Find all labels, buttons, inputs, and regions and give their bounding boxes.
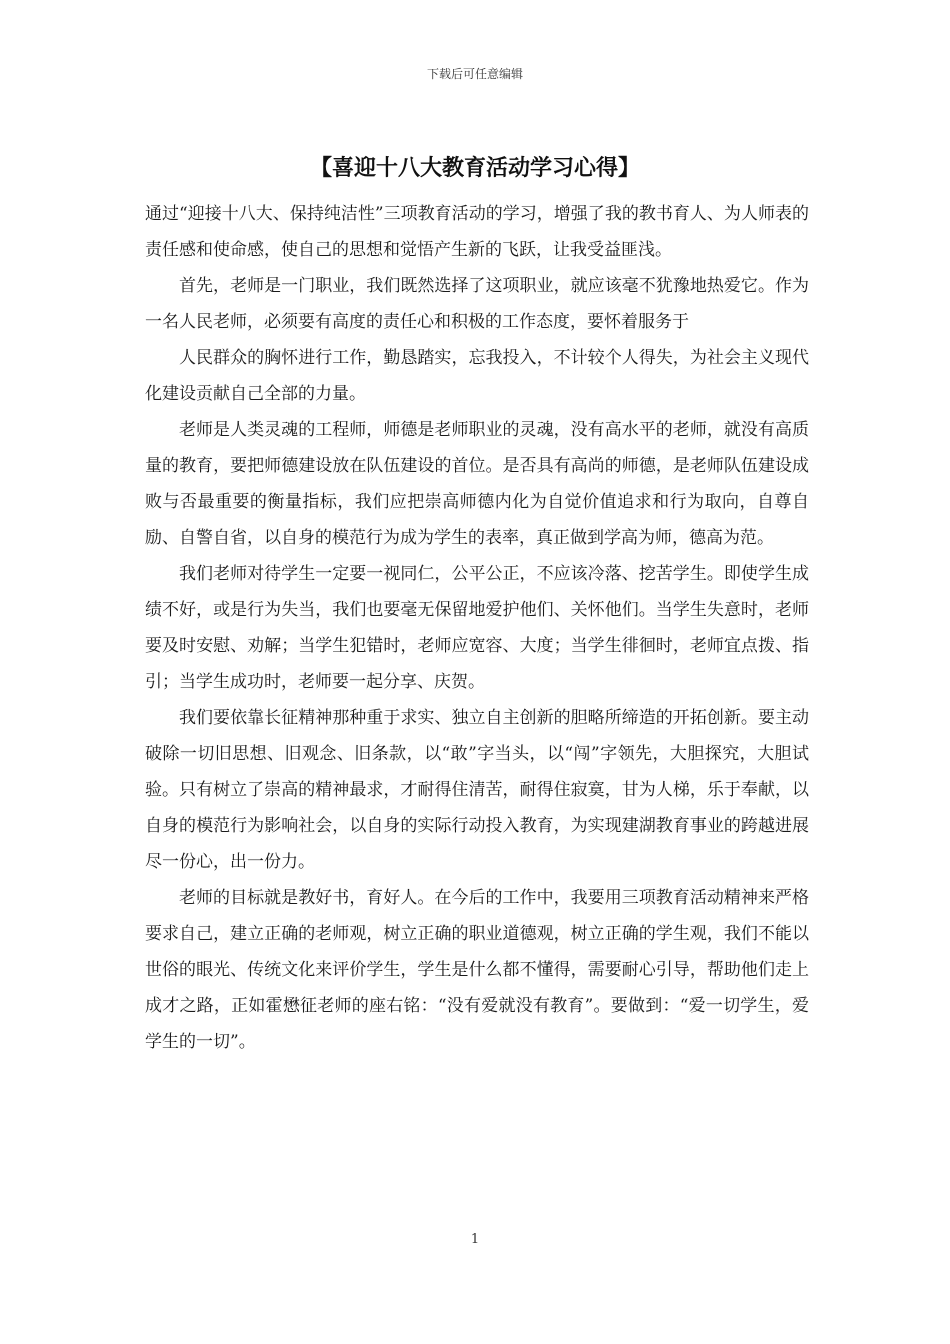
paragraph: 老师的目标就是教好书，育好人。在今后的工作中，我要用三项教育活动精神来严格要求自己，建立正确的老师观，树立正确的职业道德观，树立正确的学生观，我们不能以世俗的眼光、传统文化来评价学生，学生是什么都不懂得，需要耐心引导，帮助他们走上成才之路，正如霍懋征老师的座右铭：“没有爱就没有教育”。要做到：“爱一切学生，爱学生的一切”。 <box>145 888 809 1052</box>
page-header: 下载后可任意编辑 <box>426 67 523 81</box>
paragraph: 我们老师对待学生一定要一视同仁，公平公正，不应该冷落、挖苦学生。即使学生成绩不好，或是行为失当，我们也要毫无保留地爱护他们、关怀他们。当学生失意时，老师要及时安慰、劝解；当学生犯错时，老师应宽容、大度；当学生徘徊时，老师宜点拨、指引；当学生成功时，老师要一起分享、庆贺。 <box>145 564 809 692</box>
document-title: 【喜迎十八大教育活动学习心得】 <box>309 155 640 181</box>
document-body <box>145 196 809 1060</box>
paragraph: 首先，老师是一门职业，我们既然选择了这项职业，就应该毫不犹豫地热爱它。作为一名人民老师，必须要有高度的责任心和积极的工作态度，要怀着服务于 <box>145 276 809 332</box>
paragraph: 通过“迎接十八大、保持纯洁性”三项教育活动的学习，增强了我的教书育人、为人师表的责任感和使命感，使自己的思想和觉悟产生新的飞跃，让我受益匪浅。 <box>145 204 809 260</box>
paragraph: 老师是人类灵魂的工程师，师德是老师职业的灵魂，没有高水平的老师，就没有高质量的教育，要把师德建设放在队伍建设的首位。是否具有高尚的师德，是老师队伍建设成败与否最重要的衡量指标，我们应把崇高师德内化为自觉价值追求和行为取向，自尊自励、自警自省，以自身的模范行为成为学生的表率，真正做到学高为师，德高为范。 <box>145 420 809 548</box>
page-number: 1 <box>470 1232 480 1247</box>
paragraph: 我们要依靠长征精神那种重于求实、独立自主创新的胆略所缔造的开拓创新。要主动破除一切旧思想、旧观念、旧条款，以“敢”字当头，以“闯”字领先，大胆探究，大胆试验。只有树立了崇高的精神最求，才耐得住清苦，耐得住寂寞，甘为人梯，乐于奉献，以自身的模范行为影响社会，以自身的实际行动投入教育，为实现建湖教育事业的跨越进展尽一份心，出一份力。 <box>145 708 809 872</box>
paragraph: 人民群众的胸怀进行工作，勤恳踏实，忘我投入，不计较个人得失，为社会主义现代化建设贡献自己全部的力量。 <box>145 348 809 404</box>
